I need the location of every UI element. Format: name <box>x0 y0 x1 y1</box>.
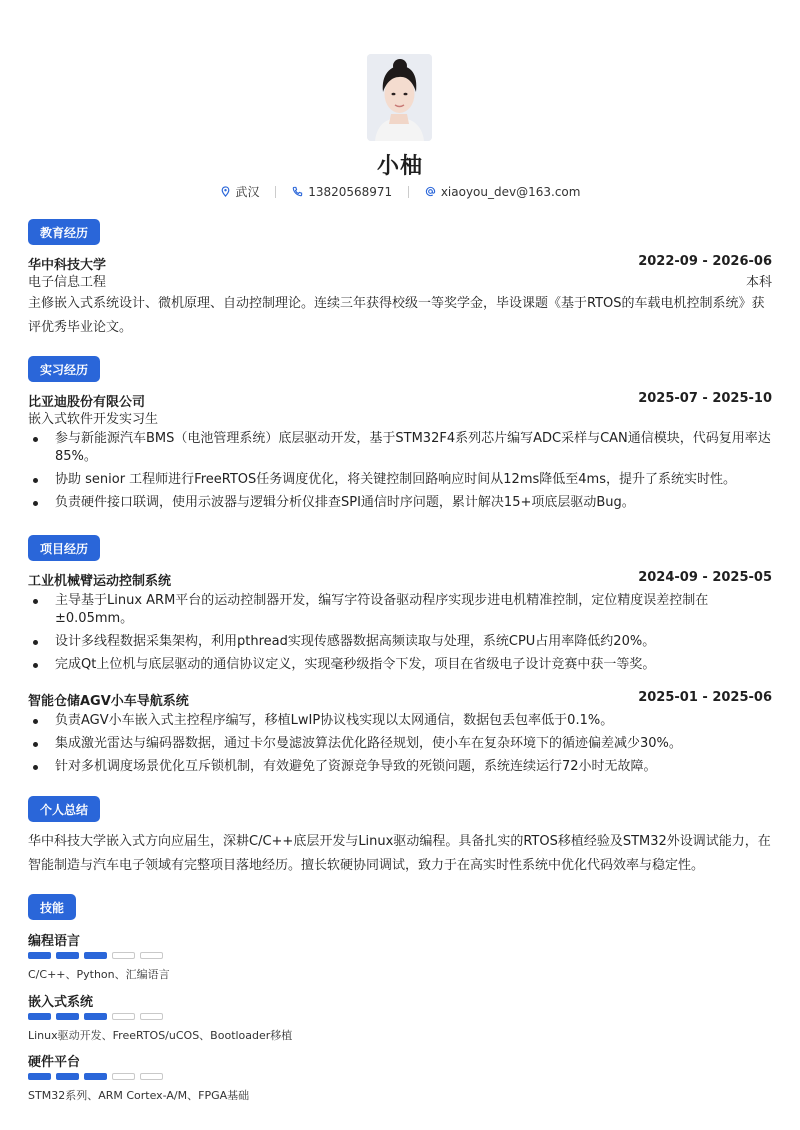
contact-email[interactable] <box>425 185 581 199</box>
project-period: 2024-09 - 2025-05 <box>638 570 772 585</box>
skill-segment-empty <box>140 952 163 959</box>
project-name: 智能仓储AGV小车导航系统 <box>28 694 189 709</box>
list-item: 参与新能源汽车BMS（电池管理系统）底层驱动开发，基于STM32F4系列芯片编写ADC采样与CAN通信模块，代码复用率达85%。 <box>28 430 772 466</box>
list-item: 协助 senior 工程师进行FreeRTOS任务调度优化，将关键控制回路响应时间从12ms降低至4ms，提升了系统实时性。 <box>28 471 772 489</box>
list-item: 负责硬件接口联调，使用示波器与逻辑分析仪排查SPI通信时序问题，累计解决15+项底层驱动Bug。 <box>28 494 772 512</box>
list-item: 集成激光雷达与编码器数据，通过卡尔曼滤波算法优化路径规划，使小车在复杂环境下的循迹偏差减少30%。 <box>28 735 772 753</box>
skill-segment-filled <box>56 952 79 959</box>
list-item: 设计多线程数据采集架构，利用pthread实现传感器数据高频读取与处理，系统CPU占用率降低约20%。 <box>28 633 772 651</box>
skill-segment-filled <box>56 1073 79 1080</box>
contact-divider <box>275 186 276 198</box>
school-name: 华中科技大学 <box>28 258 107 273</box>
location-pin-icon <box>220 186 231 197</box>
skill-level-bar <box>28 1073 163 1080</box>
section-skills-title: 技能 <box>28 894 76 920</box>
phone-icon <box>292 186 303 197</box>
avatar <box>367 54 432 141</box>
skill-segment-empty <box>112 952 135 959</box>
skill-segment-empty <box>140 1013 163 1020</box>
internship-bullets <box>28 430 772 517</box>
project-bullets <box>28 712 772 781</box>
project-period: 2025-01 - 2025-06 <box>638 690 772 705</box>
education-period: 2022-09 - 2026-06 <box>638 254 772 269</box>
skill-segment-filled <box>84 952 107 959</box>
skill-level-bar <box>28 952 163 959</box>
list-item: 完成Qt上位机与底层驱动的通信协议定义，实现毫秒级指令下发，项目在省级电子设计竞赛中获一等奖。 <box>28 656 772 674</box>
major: 电子信息工程 <box>28 275 107 290</box>
education-description: 主修嵌入式系统设计、微机原理、自动控制理论。连续三年获得校级一等奖学金，毕设课题《基于RTOS的车载电机控制系统》获评优秀毕业论文。 <box>28 296 765 335</box>
summary-text: 华中科技大学嵌入式方向应届生，深耕C/C++底层开发与Linux驱动编程。具备扎实的RTOS移植经验及STM32外设调试能力，在智能制造与汽车电子领域有完整项目落地经历。擅长软硬协同调试，致力于在高实时性系统中优化代码效率与稳定性。 <box>28 834 771 873</box>
skill-level-bar <box>28 1013 163 1020</box>
project-name: 工业机械臂运动控制系统 <box>28 574 172 589</box>
skill-segment-empty <box>112 1073 135 1080</box>
skill-description: STM32系列、ARM Cortex-A/M、FPGA基础 <box>28 1089 250 1102</box>
contact-bar <box>0 183 800 200</box>
skill-segment-empty <box>112 1013 135 1020</box>
skill-segment-empty <box>140 1073 163 1080</box>
company-name: 比亚迪股份有限公司 <box>28 395 146 410</box>
skill-title: 硬件平台 <box>28 1055 81 1070</box>
list-item: 针对多机调度场景优化互斥锁机制，有效避免了资源竞争导致的死锁问题，系统连续运行72小时无故障。 <box>28 758 772 776</box>
skill-description: Linux驱动开发、FreeRTOS/uCOS、Bootloader移植 <box>28 1029 293 1042</box>
skill-segment-filled <box>28 1013 51 1020</box>
project-bullets <box>28 592 772 679</box>
skill-segment-filled <box>28 952 51 959</box>
list-item: 负责AGV小车嵌入式主控程序编写，移植LwIP协议栈实现以太网通信，数据包丢包率低于0.1%。 <box>28 712 772 730</box>
skill-segment-filled <box>28 1073 51 1080</box>
skill-segment-filled <box>56 1013 79 1020</box>
project-header <box>28 570 772 589</box>
project-header <box>28 690 772 709</box>
section-internship-title: 实习经历 <box>28 356 100 382</box>
skill-title: 嵌入式系统 <box>28 995 94 1010</box>
internship-subheader <box>28 408 772 427</box>
portrait-photo <box>367 54 432 141</box>
skill-title: 编程语言 <box>28 934 81 949</box>
degree: 本科 <box>745 275 772 290</box>
skill-description: C/C++、Python、汇编语言 <box>28 968 170 981</box>
section-summary-title: 个人总结 <box>28 796 100 822</box>
internship-role: 嵌入式软件开发实习生 <box>28 412 159 427</box>
candidate-name: 小柚 <box>376 154 423 179</box>
section-projects-title: 项目经历 <box>28 535 100 561</box>
section-education-title: 教育经历 <box>28 219 100 245</box>
internship-period: 2025-07 - 2025-10 <box>638 391 772 406</box>
contact-city <box>220 183 260 200</box>
phone-text: 13820568971 <box>308 184 393 199</box>
contact-divider <box>408 186 409 198</box>
city-text: 武汉 <box>235 185 260 199</box>
list-item: 主导基于Linux ARM平台的运动控制器开发，编写字符设备驱动程序实现步进电机精准控制，定位精度误差控制在±0.05mm。 <box>28 592 772 628</box>
education-subheader <box>28 271 772 290</box>
skill-segment-filled <box>84 1073 107 1080</box>
skill-segment-filled <box>84 1013 107 1020</box>
contact-phone <box>292 185 392 199</box>
at-sign-icon <box>425 186 436 197</box>
email-text: xiaoyou_dev@163.com <box>440 184 581 199</box>
